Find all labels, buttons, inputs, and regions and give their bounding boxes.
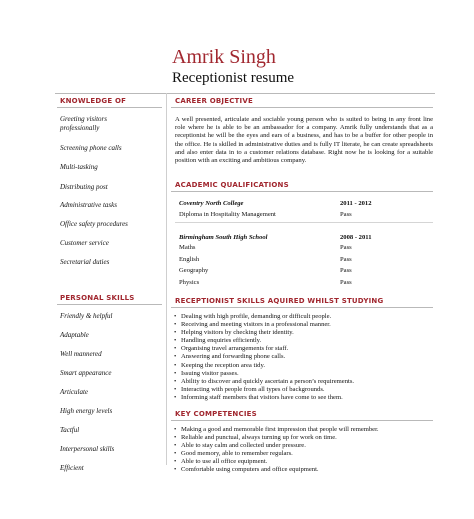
list-item: • Able to stay calm and collected under pressure. bbox=[173, 442, 379, 450]
column-divider bbox=[166, 93, 167, 465]
knowledge-item: Secretarial duties bbox=[60, 258, 110, 266]
list-item: • Keeping the reception area tidy. bbox=[173, 362, 354, 370]
personal-skill-item: Interpersonal skills bbox=[60, 445, 115, 453]
personal-skill-item: Friendly & helpful bbox=[60, 312, 113, 320]
skills-acquired-list bbox=[173, 313, 354, 402]
subject-result: Pass bbox=[340, 279, 352, 286]
list-item: • Issuing visitor passes. bbox=[173, 370, 354, 378]
career-title-underline bbox=[171, 107, 433, 108]
personal-skill-item: Tactful bbox=[60, 426, 80, 434]
list-item: • Helping visitors by checking their identity. bbox=[173, 329, 354, 337]
key-competencies-title: KEY COMPETENCIES bbox=[175, 410, 257, 418]
list-item: • Handling enquiries efficiently. bbox=[173, 337, 354, 345]
knowledge-item: Distributing post bbox=[60, 183, 108, 191]
list-item: • Informing staff members that visitors have come to see them. bbox=[173, 394, 354, 402]
resume-subtitle: Receptionist resume bbox=[172, 70, 295, 86]
subject-result: Pass bbox=[340, 267, 352, 274]
list-item: • Ability to discover and quickly ascertain a person’s requirements. bbox=[173, 378, 354, 386]
personal-skills-title-underline bbox=[57, 304, 162, 305]
subject-name: English bbox=[179, 256, 200, 263]
subject-name: Physics bbox=[179, 279, 200, 286]
competencies-title-underline bbox=[171, 420, 433, 421]
knowledge-title-underline bbox=[57, 107, 162, 108]
personal-skill-item: Well mannered bbox=[60, 350, 102, 358]
personal-skill-item: High energy levels bbox=[60, 407, 113, 415]
list-item: • Dealing with high profile, demanding or difficult people. bbox=[173, 313, 354, 321]
personal-skill-item: Smart appearance bbox=[60, 369, 112, 377]
school-years: 2011 - 2012 bbox=[340, 200, 372, 207]
personal-skill-item: Adaptable bbox=[60, 331, 89, 339]
knowledge-item: Screening phone calls bbox=[60, 144, 122, 152]
subject-name: Geography bbox=[179, 267, 209, 274]
personal-skill-item: Efficient bbox=[60, 464, 84, 472]
header-divider bbox=[55, 93, 435, 94]
list-item: • Receiving and meeting visitors in a professional manner. bbox=[173, 321, 354, 329]
knowledge-item: Customer service bbox=[60, 239, 109, 247]
personal-skills-section-title: PERSONAL SKILLS bbox=[60, 294, 135, 302]
career-objective-text: A well presented, articulate and sociable young person who is suited to being in any front line role where he is able to be an ambassador for a company. Amrik fully understands that as a receptionist he will be the eyes and ears of a business, and has to be a buffer for other people in the office. He is skilled in administrative duties and is fully IT literate, he can create spreadsheets and also enter data in to a customer relations database. Right now he is looking for a suitable position with an exciting and ambitious company. bbox=[175, 116, 433, 165]
list-item: • Answering and forwarding phone calls. bbox=[173, 353, 354, 361]
knowledge-section-title: KNOWLEDGE OF bbox=[60, 97, 127, 105]
career-objective-title: CAREER OBJECTIVE bbox=[175, 97, 253, 105]
skills-acquired-title-underline bbox=[171, 307, 433, 308]
knowledge-item: Greeting visitors professionally bbox=[60, 115, 107, 132]
school-name: Coventry North College bbox=[179, 200, 244, 207]
list-item: • Good memory, able to remember regulars. bbox=[173, 450, 379, 458]
subject-name: Diploma in Hospitality Management bbox=[179, 211, 276, 218]
knowledge-item: Multi-tasking bbox=[60, 163, 98, 171]
skills-acquired-title: RECEPTIONIST SKILLS AQUIRED WHILST STUDYING bbox=[175, 297, 384, 305]
subject-result: Pass bbox=[340, 244, 352, 251]
school-name: Birmingham South High School bbox=[179, 234, 268, 241]
list-item: • Interacting with people from all types of backgrounds. bbox=[173, 386, 354, 394]
knowledge-item: Administrative tasks bbox=[60, 201, 117, 209]
list-item: • Reliable and punctual, always turning up for work on time. bbox=[173, 434, 379, 442]
academic-qualifications-title: ACADEMIC QUALIFICATIONS bbox=[175, 181, 289, 189]
subject-name: Maths bbox=[179, 244, 196, 251]
knowledge-item: Office safety procedures bbox=[60, 220, 128, 228]
candidate-name: Amrik Singh bbox=[172, 46, 276, 68]
list-item: • Making a good and memorable first impression that people will remember. bbox=[173, 426, 379, 434]
subject-result: Pass bbox=[340, 211, 352, 218]
list-item: • Able to use all office equipment. bbox=[173, 458, 379, 466]
academic-title-underline bbox=[171, 191, 433, 192]
competencies-list bbox=[173, 426, 379, 475]
school-years: 2008 - 2011 bbox=[340, 234, 372, 241]
list-item: • Organising travel arrangements for staff. bbox=[173, 345, 354, 353]
list-item: • Comfortable using computers and office equipment. bbox=[173, 466, 379, 474]
school-divider bbox=[175, 222, 433, 223]
subject-result: Pass bbox=[340, 256, 352, 263]
personal-skill-item: Articulate bbox=[60, 388, 88, 396]
